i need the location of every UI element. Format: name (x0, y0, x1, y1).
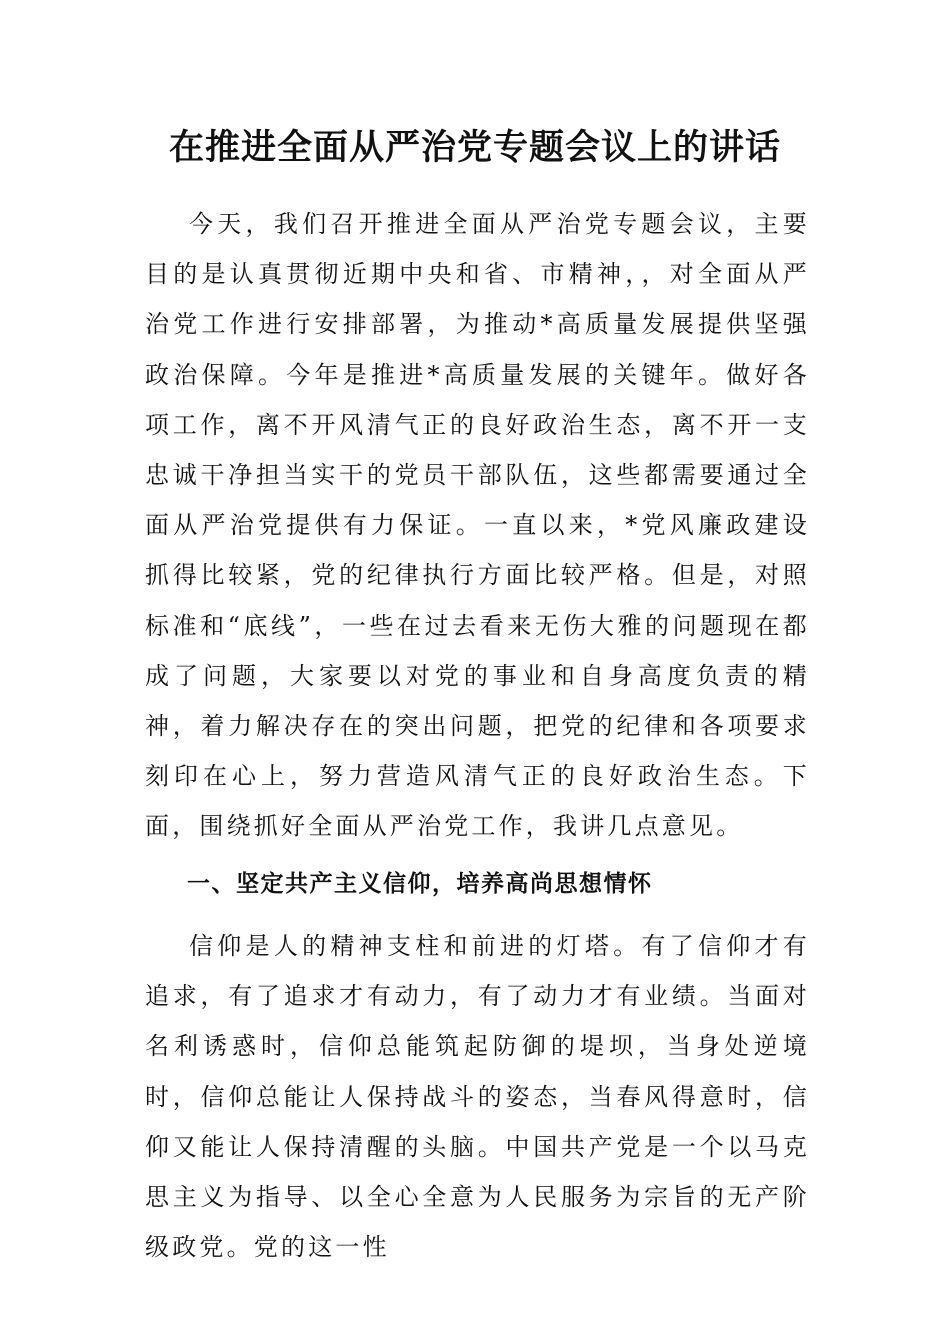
document-title: 在推进全面从严治党专题会议上的讲话 (168, 128, 781, 168)
section-paragraph: 信仰是人的精神支柱和前进的灯塔。有了信仰才有追求，有了追求才有动力，有了动力才有业绩。当面对名利诱惑时，信仰总能筑起防御的堤坝，当身处逆境时，信仰总能让人保持战斗的姿态，当春风得意时，信仰又能让人保持清醒的头脑。中国共产党是一个以马克思主义为指导、以全心全意为人民服务为宗旨的无产阶级政党。党的这一性 (145, 932, 810, 1262)
section-heading: 一、坚定共产主义信仰，培养高尚思想情怀 (187, 871, 653, 897)
intro-paragraph: 今天，我们召开推进全面从严治党专题会议，主要目的是认真贯彻近期中央和省、市精神，，对全面从严治党工作进行安排部署，为推动*高质量发展提供坚强政治保障。今年是推进*高质量发展的关键年。做好各项工作，离不开风清气正的良好政治生态，离不开一支忠诚干净担当实干的党员干部队伍，这些都需要通过全面从严治党提供有力保证。一直以来，*党风廉政建设抓得比较紧，党的纪律执行方面比较严格。但是，对照标准和“底线”，一些在过去看来无伤大雅的问题现在都成了问题，大家要以对党的事业和自身高度负责的精神，着力解决存在的突出问题，把党的纪律和各项要求刻印在心上，努力营造风清气正的良好政治生态。下面，围绕抓好全面从严治党工作，我讲几点意见。 (145, 210, 810, 841)
